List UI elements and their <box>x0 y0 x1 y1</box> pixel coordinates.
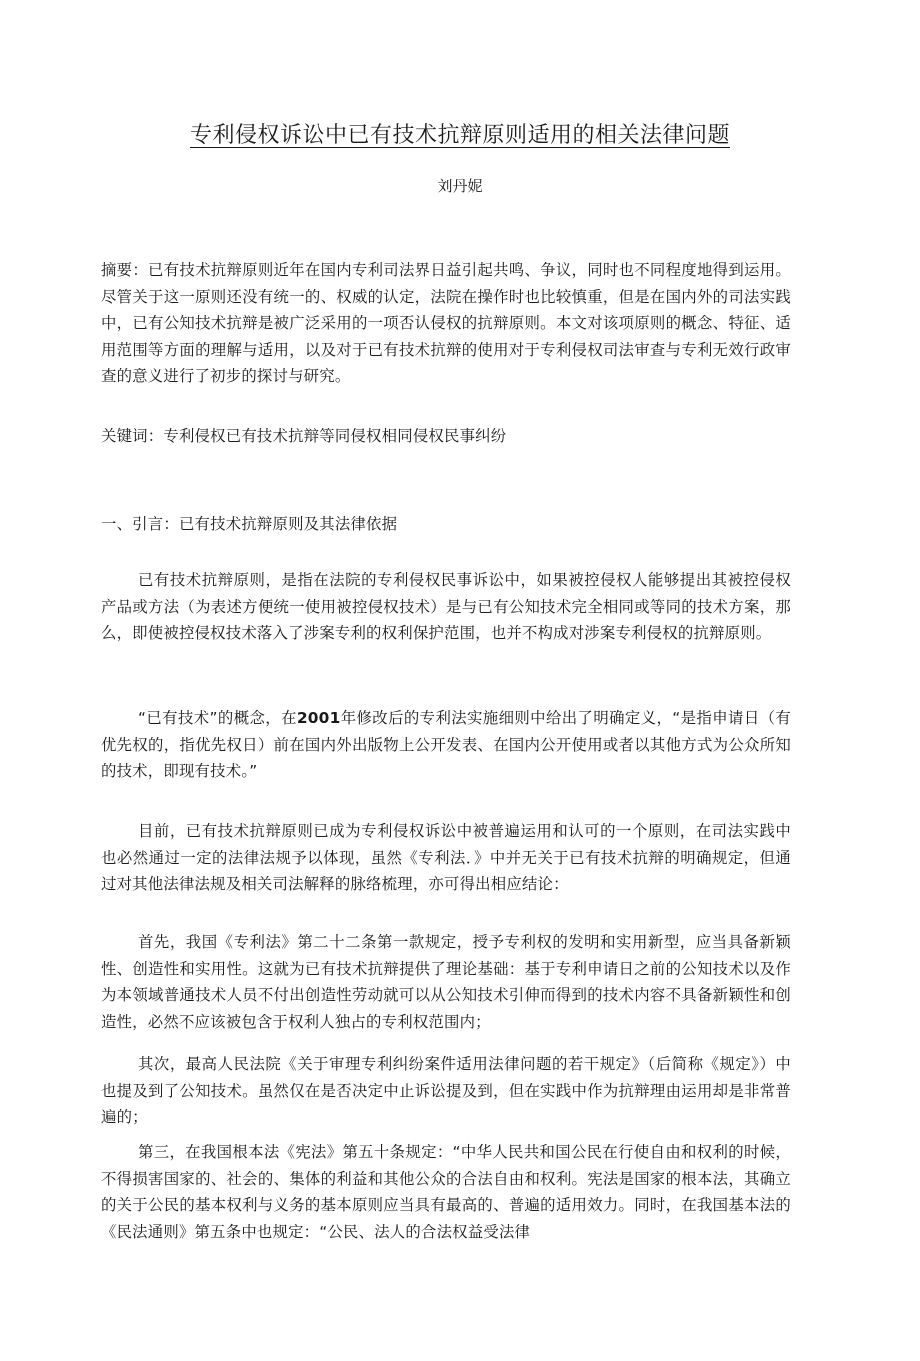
body-paragraph-5: 其次，最高人民法院《关于审理专利纠纷案件适用法律问题的若干规定》（后简称《规定》）中也提及到了公知技术。虽然仅在是否决定中止诉讼提及到，但在实践中作为抗辩理由运用却是非常普遍的； <box>101 1055 791 1126</box>
paragraph-2-text-c: 年修改后的专利法实施细则中给出了明确定义，“是指申请日（有优先权的，指优先权日）前在国内外出版物上公开发表、在国内公开使用或者以其他方式为公众所知的技术，即现有技术。” <box>101 709 791 780</box>
keywords-line: 关键词：专利侵权已有技术抗辩等同侵权相同侵权民事纠纷 <box>101 427 507 445</box>
body-paragraph-2 <box>101 705 791 785</box>
section-heading: 一、引言：已有技术抗辩原则及其法律依据 <box>101 515 398 533</box>
paragraph-2-text-a: “已有技术”的概念，在 <box>138 709 297 727</box>
document-title-text: 专利侵权诉讼中已有技术抗辩原则适用的相关法律问题 <box>189 123 730 148</box>
abstract-paragraph: 摘要：已有技术抗辩原则近年在国内专利司法界日益引起共鸣、争议，同时也不同程度地得到运用。尽管关于这一原则还没有统一的、权威的认定，法院在操作时也比较慎重，但是在国内外的司法实践中，已有公知技术抗辩是被广泛采用的一项否认侵权的抗辩原则。本文对该项原则的概念、特征、适用范围等方面的理解与适用，以及对于已有技术抗辩的使用对于专利侵权司法审查与专利无效行政审查的意义进行了初步的探讨与研究。 <box>101 261 791 385</box>
body-paragraph-1: 已有技术抗辩原则，是指在法院的专利侵权民事诉讼中，如果被控侵权人能够提出其被控侵权产品或方法（为表述方便统一使用被控侵权技术）是与已有公知技术完全相同或等同的技术方案，那么，即使被控侵权技术落入了涉案专利的权利保护范围，也并不构成对涉案专利侵权的抗辩原则。 <box>101 571 791 642</box>
document-title <box>0 118 920 154</box>
document-author: 刘丹妮 <box>437 177 483 195</box>
paragraph-2-year: 2001 <box>296 709 341 727</box>
body-paragraph-6: 第三，在我国根本法《宪法》第五十条规定：“中华人民共和国公民在行使自由和权利的时候，不得损害国家的、社会的、集体的利益和其他公众的合法自由和权利。宪法是国家的根本法，其确立的关于公民的基本权利与义务的基本原则应当具有最高的、普遍的适用效力。同时，在我国基本法的《民法通则》第五条中也规定：“公民、法人的合法权益受法律 <box>101 1143 791 1241</box>
body-paragraph-4: 首先，我国《专利法》第二十二条第一款规定，授予专利权的发明和实用新型，应当具备新颖性、创造性和实用性。这就为已有技术抗辩提供了理论基础：基于专利申请日之前的公知技术以及作为本领域普通技术人员不付出创造性劳动就可以从公知技术引伸而得到的技术内容不具备新颖性和创造性，必然不应该被包含于权利人独占的专利权范围内； <box>101 933 791 1031</box>
body-paragraph-3: 目前，已有技术抗辩原则已成为专利侵权诉讼中被普遍运用和认可的一个原则，在司法实践中也必然通过一定的法律法规予以体现，虽然《专利法．》中并无关于已有技术抗辩的明确规定，但通过对其他法律法规及相关司法解释的脉络梳理，亦可得出相应结论： <box>101 822 791 893</box>
